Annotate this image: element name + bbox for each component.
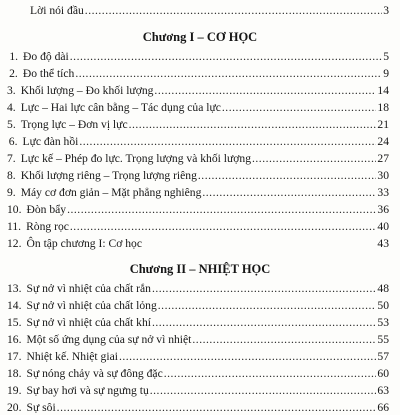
- toc-entry-number: 14.: [7, 299, 22, 312]
- toc-entry-page: 55: [377, 333, 389, 346]
- toc-entry-page: 24: [377, 135, 389, 148]
- toc-entry-title: Sự nở vì nhiệt của chất rắn: [26, 282, 151, 295]
- toc-entry-page: 5: [383, 50, 389, 63]
- toc-entry: [7, 84, 389, 98]
- toc-entry-page: 53: [377, 316, 389, 329]
- toc-entry-title: Đòn bẩy: [26, 203, 67, 216]
- toc-entry: [7, 367, 389, 381]
- toc-entry-number: 12.: [7, 237, 22, 250]
- toc-entry: [7, 237, 389, 251]
- toc-entry-title: Trọng lực – Đơn vị lực: [20, 118, 128, 131]
- dot-leader: [252, 152, 376, 166]
- toc-entry-title: Khối lượng riêng – Trọng lượng riêng: [20, 169, 197, 182]
- dot-leader: [158, 299, 377, 313]
- toc-entry: [7, 282, 389, 296]
- toc-entry: [7, 186, 389, 200]
- toc-entry-number: 18.: [7, 367, 22, 380]
- dot-leader: [119, 350, 376, 364]
- toc-entry-number: 4.: [7, 101, 16, 114]
- toc-entry-number: 3.: [7, 84, 16, 97]
- toc-entry-page: 43: [377, 237, 389, 250]
- toc-entry-preface: [30, 4, 389, 18]
- toc-entry: [7, 67, 389, 81]
- toc-entry-title: Nhiệt kế. Nhiệt giai: [26, 350, 118, 363]
- toc-entry-number: 9.: [7, 186, 16, 199]
- toc-entry-title: Sự nở vì nhiệt của chất lỏng: [26, 299, 157, 312]
- toc-entry-page: 50: [377, 299, 389, 312]
- dot-leader: [79, 135, 376, 149]
- toc-entry-number: 6.: [8, 135, 18, 148]
- toc-entry-title: Sự nở vì nhiệt của chất khí: [26, 316, 151, 329]
- dot-leader: [67, 203, 376, 217]
- toc-entry-page: 40: [377, 220, 389, 233]
- dot-leader: [154, 84, 376, 98]
- toc-entry-number: 13.: [7, 282, 22, 295]
- toc-entry-title: Lực kế – Phép đo lực. Trọng lượng và khối lượng: [20, 152, 251, 165]
- toc-entry-title: Ròng rọc: [26, 220, 69, 233]
- toc-entry-number: 19.: [7, 384, 22, 397]
- toc-entry: [7, 333, 389, 347]
- dot-leader: [198, 169, 377, 183]
- toc-entry-number: 16.: [7, 333, 22, 346]
- toc-entry-page: 3: [383, 4, 389, 17]
- toc-entry: [7, 135, 389, 149]
- toc-entry-title: Sự sôi: [26, 401, 56, 414]
- toc-entry: [7, 203, 389, 217]
- toc-entry-page: 36: [377, 203, 389, 216]
- dot-leader: [85, 4, 382, 18]
- toc-entry-title: Một số ứng dụng của sự nở vì nhiệt: [26, 333, 192, 346]
- chapter-heading: Chương I – CƠ HỌC: [142, 30, 258, 44]
- toc-entry-number: 2.: [9, 67, 18, 80]
- toc-entry-number: 20.: [7, 401, 22, 414]
- chapter-heading: Chương II – NHIỆT HỌC: [129, 262, 271, 276]
- toc-entry-number: 15.: [7, 316, 22, 329]
- toc-entry-title: Lực đàn hồi: [22, 135, 79, 148]
- toc-entry-page: 63: [377, 384, 389, 397]
- toc-entry-page: 60: [377, 367, 389, 380]
- toc-entry-page: 14: [377, 84, 389, 97]
- toc-entry-page: 30: [377, 169, 389, 182]
- toc-entry: [7, 50, 389, 64]
- toc-entry-page: 21: [377, 118, 389, 131]
- toc-entry-number: 1.: [9, 50, 19, 63]
- toc-entry-title: Sự nóng chảy và sự đông đặc: [26, 367, 163, 380]
- dot-leader: [129, 118, 377, 132]
- toc-entry-title: Đo thể tích: [22, 67, 75, 80]
- dot-leader: [192, 333, 376, 347]
- toc-entry-title: Lực – Hai lực cân bằng – Tác dụng của lực: [20, 101, 221, 114]
- toc-entry-title: Đo độ dài: [23, 50, 69, 63]
- toc-entry-number: 8.: [7, 169, 16, 182]
- dot-leader: [152, 316, 376, 330]
- dot-leader: [222, 101, 377, 115]
- toc-entry-title: Ôn tập chương I: Cơ học: [26, 237, 142, 250]
- toc-entry: [7, 101, 389, 115]
- dot-leader: [152, 282, 376, 296]
- toc-entry-number: 10.: [7, 203, 22, 216]
- dot-leader: [75, 67, 382, 81]
- toc-entry-number: 7.: [7, 152, 16, 165]
- toc-entry-number: 5.: [7, 118, 16, 131]
- toc-entry: [7, 118, 389, 132]
- toc-entry-page: 33: [377, 186, 389, 199]
- toc-entry-number: 17.: [7, 350, 22, 363]
- toc-entry-page: 57: [377, 350, 389, 363]
- toc-entry-page: 18: [377, 101, 389, 114]
- toc-entry-page: 48: [377, 282, 389, 295]
- toc-entry-page: 66: [377, 401, 389, 414]
- toc-entry-page: 27: [377, 152, 389, 165]
- toc-entry: [7, 350, 389, 364]
- toc-entry-number: 11.: [7, 220, 22, 233]
- toc-entry: [7, 316, 389, 330]
- toc-entry: [7, 299, 389, 313]
- toc-entry-title: Sự bay hơi và sự ngưng tụ: [26, 384, 149, 397]
- toc-entry-title: Lời nói đầu: [30, 4, 84, 17]
- dot-leader: [57, 401, 377, 415]
- dot-leader: [150, 384, 377, 398]
- toc-entry-title: Máy cơ đơn giản – Mặt phẳng nghiêng: [20, 186, 202, 199]
- toc-entry: [7, 220, 389, 234]
- dot-leader: [70, 50, 382, 64]
- toc-entry: [7, 384, 389, 398]
- toc-entry: [7, 401, 389, 415]
- dot-leader: [202, 186, 376, 200]
- dot-leader: [164, 367, 377, 381]
- toc-entry: [7, 169, 389, 183]
- toc-entry-page: 9: [383, 67, 389, 80]
- toc-entry: [7, 152, 389, 166]
- toc-entry-title: Khối lượng – Đo khối lượng: [20, 84, 154, 97]
- dot-leader: [70, 220, 377, 234]
